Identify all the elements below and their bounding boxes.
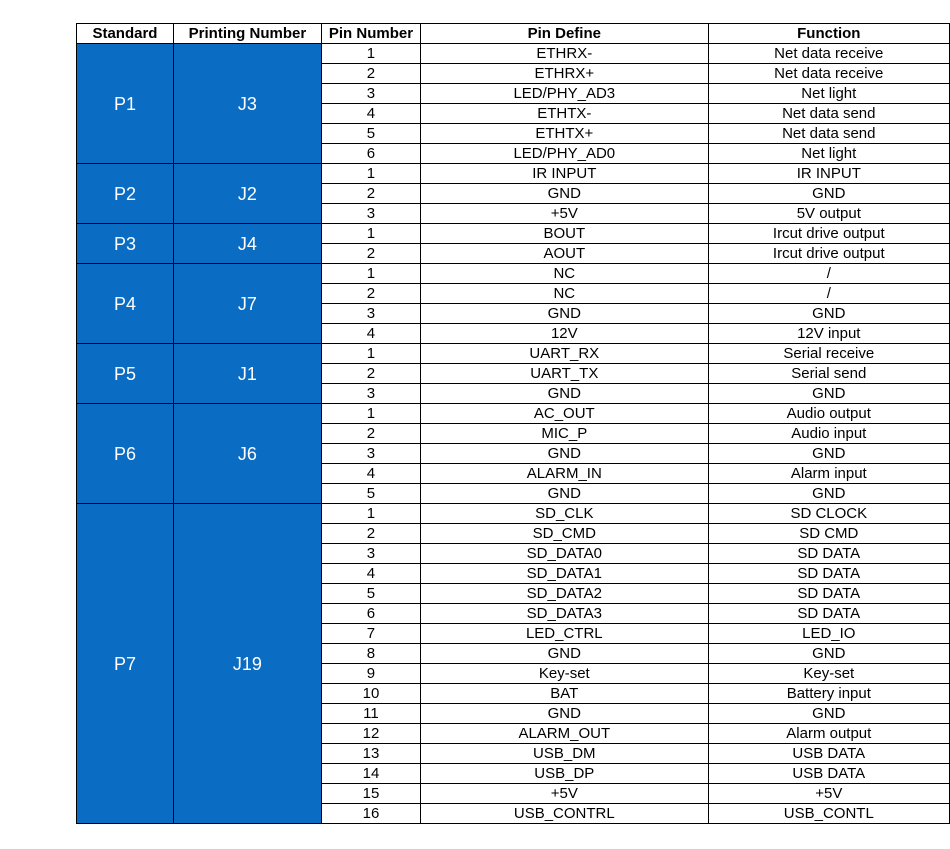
header-function: Function (708, 24, 949, 44)
function-cell: Audio input (708, 424, 949, 444)
header-row (77, 24, 950, 44)
function-cell: USB_CONTL (708, 804, 949, 824)
printing-number-cell: J7 (173, 264, 321, 344)
function-cell: GND (708, 444, 949, 464)
pin-define-cell: SD_DATA1 (421, 564, 709, 584)
pin-number-cell: 3 (321, 544, 420, 564)
pin-define-cell: LED/PHY_AD3 (421, 84, 709, 104)
pin-define-cell: SD_CLK (421, 504, 709, 524)
printing-number-cell: J3 (173, 44, 321, 164)
pin-number-cell: 2 (321, 64, 420, 84)
function-cell: Net light (708, 144, 949, 164)
function-cell: Net data receive (708, 44, 949, 64)
pin-define-cell: USB_CONTRL (421, 804, 709, 824)
function-cell: Net data receive (708, 64, 949, 84)
header-pin-number: Pin Number (321, 24, 420, 44)
pin-define-cell: 12V (421, 324, 709, 344)
pin-define-cell: ETHRX- (421, 44, 709, 64)
pin-define-cell: BOUT (421, 224, 709, 244)
pin-define-cell: AOUT (421, 244, 709, 264)
pin-number-cell: 1 (321, 504, 420, 524)
pin-define-cell: ETHTX- (421, 104, 709, 124)
pin-number-cell: 7 (321, 624, 420, 644)
pin-number-cell: 5 (321, 584, 420, 604)
function-cell: Key-set (708, 664, 949, 684)
function-cell: Alarm output (708, 724, 949, 744)
pin-number-cell: 4 (321, 104, 420, 124)
pin-define-cell: NC (421, 284, 709, 304)
function-cell: Ircut drive output (708, 244, 949, 264)
function-cell: / (708, 264, 949, 284)
pin-define-cell: GND (421, 644, 709, 664)
pin-number-cell: 2 (321, 424, 420, 444)
pin-number-cell: 1 (321, 344, 420, 364)
pin-define-cell: ETHTX+ (421, 124, 709, 144)
standard-cell: P4 (77, 264, 174, 344)
function-cell: Net data send (708, 104, 949, 124)
function-cell: IR INPUT (708, 164, 949, 184)
table-row (77, 164, 950, 184)
printing-number-cell: J4 (173, 224, 321, 264)
pin-number-cell: 1 (321, 44, 420, 64)
pin-number-cell: 2 (321, 244, 420, 264)
pin-define-cell: +5V (421, 784, 709, 804)
pin-number-cell: 1 (321, 224, 420, 244)
pin-define-cell: ALARM_OUT (421, 724, 709, 744)
standard-cell: P3 (77, 224, 174, 264)
pin-define-cell: MIC_P (421, 424, 709, 444)
standard-cell: P1 (77, 44, 174, 164)
pin-define-cell: USB_DP (421, 764, 709, 784)
function-cell: 12V input (708, 324, 949, 344)
pin-number-cell: 8 (321, 644, 420, 664)
function-cell: SD DATA (708, 584, 949, 604)
printing-number-cell: J2 (173, 164, 321, 224)
pin-number-cell: 11 (321, 704, 420, 724)
pin-define-cell: GND (421, 304, 709, 324)
pin-number-cell: 4 (321, 564, 420, 584)
pin-define-cell: UART_RX (421, 344, 709, 364)
pin-number-cell: 6 (321, 604, 420, 624)
pin-definition-table (76, 23, 950, 824)
function-cell: SD DATA (708, 604, 949, 624)
function-cell: SD DATA (708, 564, 949, 584)
function-cell: +5V (708, 784, 949, 804)
function-cell: SD CMD (708, 524, 949, 544)
pin-define-cell: UART_TX (421, 364, 709, 384)
function-cell: Net data send (708, 124, 949, 144)
pin-define-cell: IR INPUT (421, 164, 709, 184)
function-cell: Audio output (708, 404, 949, 424)
function-cell: USB DATA (708, 744, 949, 764)
function-cell: LED_IO (708, 624, 949, 644)
function-cell: GND (708, 484, 949, 504)
function-cell: Ircut drive output (708, 224, 949, 244)
table-row (77, 404, 950, 424)
function-cell: Serial send (708, 364, 949, 384)
printing-number-cell: J19 (173, 504, 321, 824)
header-pin-define: Pin Define (421, 24, 709, 44)
function-cell: Alarm input (708, 464, 949, 484)
pin-number-cell: 12 (321, 724, 420, 744)
pin-number-cell: 13 (321, 744, 420, 764)
pin-number-cell: 3 (321, 384, 420, 404)
pin-number-cell: 2 (321, 184, 420, 204)
table-row (77, 504, 950, 524)
pin-number-cell: 10 (321, 684, 420, 704)
pin-define-cell: LED/PHY_AD0 (421, 144, 709, 164)
pin-number-cell: 4 (321, 324, 420, 344)
pin-define-cell: SD_DATA0 (421, 544, 709, 564)
standard-cell: P6 (77, 404, 174, 504)
printing-number-cell: J1 (173, 344, 321, 404)
pin-define-cell: AC_OUT (421, 404, 709, 424)
function-cell: GND (708, 704, 949, 724)
pin-number-cell: 2 (321, 524, 420, 544)
function-cell: Net light (708, 84, 949, 104)
pin-number-cell: 6 (321, 144, 420, 164)
function-cell: USB DATA (708, 764, 949, 784)
function-cell: GND (708, 184, 949, 204)
standard-cell: P2 (77, 164, 174, 224)
pin-number-cell: 15 (321, 784, 420, 804)
standard-cell: P7 (77, 504, 174, 824)
pin-define-cell: ALARM_IN (421, 464, 709, 484)
function-cell: 5V output (708, 204, 949, 224)
pin-define-cell: SD_CMD (421, 524, 709, 544)
table-row (77, 264, 950, 284)
pin-number-cell: 4 (321, 464, 420, 484)
function-cell: GND (708, 644, 949, 664)
pin-define-cell: ETHRX+ (421, 64, 709, 84)
function-cell: Serial receive (708, 344, 949, 364)
function-cell: GND (708, 304, 949, 324)
pin-define-cell: BAT (421, 684, 709, 704)
header-standard: Standard (77, 24, 174, 44)
table-row (77, 344, 950, 364)
pin-number-cell: 3 (321, 444, 420, 464)
pin-number-cell: 3 (321, 304, 420, 324)
function-cell: / (708, 284, 949, 304)
pin-number-cell: 9 (321, 664, 420, 684)
pin-define-cell: GND (421, 384, 709, 404)
pin-number-cell: 1 (321, 264, 420, 284)
pin-number-cell: 1 (321, 404, 420, 424)
pin-number-cell: 16 (321, 804, 420, 824)
function-cell: SD CLOCK (708, 504, 949, 524)
pin-define-cell: SD_DATA3 (421, 604, 709, 624)
table-body (77, 44, 950, 824)
pin-number-cell: 1 (321, 164, 420, 184)
pin-define-cell: GND (421, 444, 709, 464)
pin-define-cell: SD_DATA2 (421, 584, 709, 604)
pin-define-cell: GND (421, 704, 709, 724)
pin-define-cell: GND (421, 184, 709, 204)
pin-define-cell: Key-set (421, 664, 709, 684)
function-cell: GND (708, 384, 949, 404)
function-cell: Battery input (708, 684, 949, 704)
pin-number-cell: 2 (321, 284, 420, 304)
pin-number-cell: 5 (321, 484, 420, 504)
header-printing-number: Printing Number (173, 24, 321, 44)
table-row (77, 44, 950, 64)
table-header (77, 24, 950, 44)
pin-number-cell: 14 (321, 764, 420, 784)
function-cell: SD DATA (708, 544, 949, 564)
pin-define-cell: LED_CTRL (421, 624, 709, 644)
pin-number-cell: 2 (321, 364, 420, 384)
pin-number-cell: 3 (321, 84, 420, 104)
printing-number-cell: J6 (173, 404, 321, 504)
pin-define-cell: NC (421, 264, 709, 284)
pin-number-cell: 5 (321, 124, 420, 144)
pin-define-cell: +5V (421, 204, 709, 224)
pin-define-cell: GND (421, 484, 709, 504)
standard-cell: P5 (77, 344, 174, 404)
pin-define-cell: USB_DM (421, 744, 709, 764)
pin-number-cell: 3 (321, 204, 420, 224)
table-row (77, 224, 950, 244)
